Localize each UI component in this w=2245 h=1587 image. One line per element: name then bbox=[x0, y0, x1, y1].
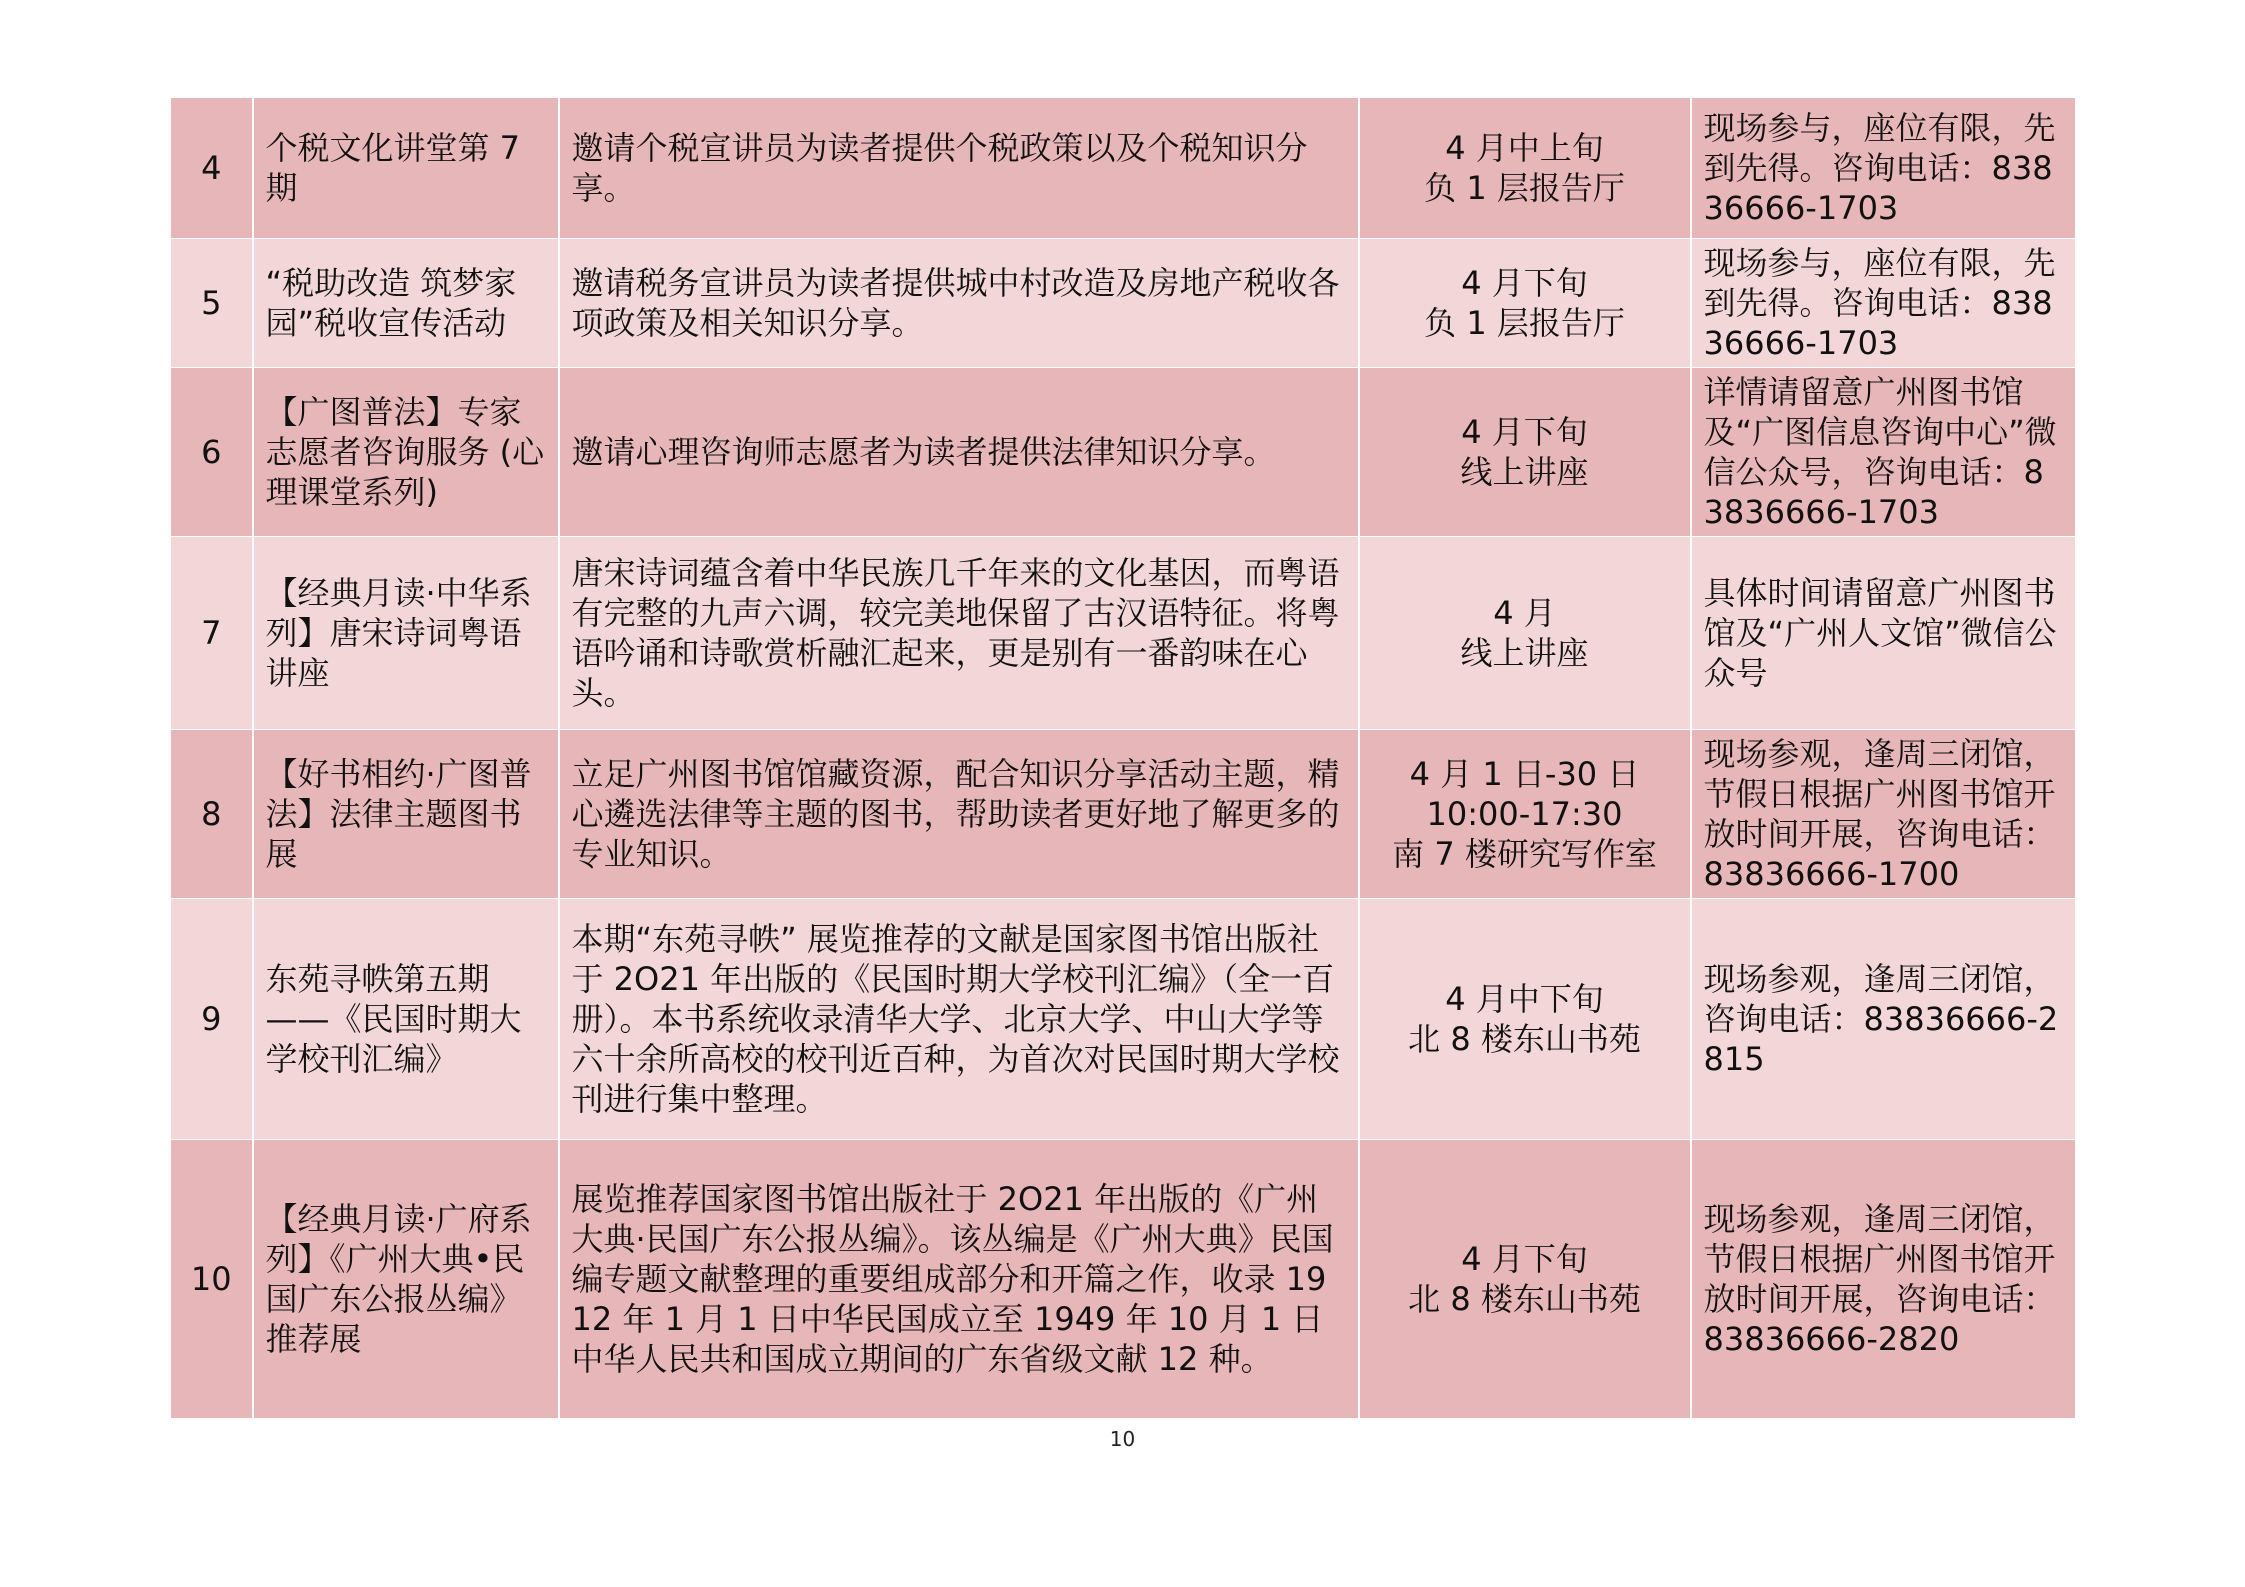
row-number: 4 bbox=[171, 98, 253, 239]
table-row bbox=[171, 537, 2076, 730]
event-time-venue bbox=[1359, 98, 1691, 239]
table-row bbox=[171, 730, 2076, 899]
event-description: 邀请税务宣讲员为读者提供城中村改造及房地产税收各项政策及相关知识分享。 bbox=[559, 239, 1359, 368]
event-time: 4 月下旬 bbox=[1461, 413, 1588, 451]
event-title: “税助改造 筑梦家园”税收宣传活动 bbox=[253, 239, 559, 368]
event-description: 本期“东苑寻帙” 展览推荐的文献是国家图书馆出版社于 2O21 年出版的《民国时期大学校刊汇编》（全一百册）。本书系统收录清华大学、北京大学、中山大学等六十余所高校的校刊近百种，为首次对民国时期大学校刊进行集中整理。 bbox=[559, 899, 1359, 1140]
event-time: 4 月下旬 bbox=[1461, 264, 1588, 302]
event-title: 【经典月读·广府系列】《广州大典•民国广东公报丛编》推荐展 bbox=[253, 1140, 559, 1419]
event-description: 唐宋诗词蕴含着中华民族几千年来的文化基因，而粤语有完整的九声六调，较完美地保留了古汉语特征。将粤语吟诵和诗歌赏析融汇起来，更是别有一番韵味在心头。 bbox=[559, 537, 1359, 730]
event-venue: 北 8 楼东山书苑 bbox=[1408, 1280, 1641, 1318]
page-number: 10 bbox=[1109, 1427, 1136, 1451]
table-row bbox=[171, 239, 2076, 368]
row-number: 8 bbox=[171, 730, 253, 899]
row-number: 5 bbox=[171, 239, 253, 368]
event-title: 个税文化讲堂第 7 期 bbox=[253, 98, 559, 239]
event-venue: 负 1 层报告厅 bbox=[1424, 169, 1625, 207]
event-description: 立足广州图书馆馆藏资源，配合知识分享活动主题，精心遴选法律等主题的图书，帮助读者更好地了解更多的专业知识。 bbox=[559, 730, 1359, 899]
event-hours: 10:00-17:30 bbox=[1426, 795, 1623, 833]
event-time-venue bbox=[1359, 537, 1691, 730]
table-row bbox=[171, 899, 2076, 1140]
event-note: 现场参观，逢周三闭馆，咨询电话：83836666-2815 bbox=[1691, 899, 2076, 1140]
events-table bbox=[170, 97, 2077, 1419]
event-venue: 线上讲座 bbox=[1460, 453, 1589, 491]
event-title: 【好书相约·广图普法】法律主题图书展 bbox=[253, 730, 559, 899]
event-note: 现场参与，座位有限，先到先得。咨询电话：83836666-1703 bbox=[1691, 98, 2076, 239]
event-time: 4 月中上旬 bbox=[1445, 129, 1604, 167]
event-description: 展览推荐国家图书馆出版社于 2O21 年出版的《广州大典·民国广东公报丛编》。该丛编是《广州大典》民国编专题文献整理的重要组成部分和开篇之作，收录 1912 年 1 月 1 日中华民国成立至 1949 年 10 月 1 日中华人民共和国成立期间的广东省级文献 12 种。 bbox=[559, 1140, 1359, 1419]
table-row bbox=[171, 1140, 2076, 1419]
event-description: 邀请心理咨询师志愿者为读者提供法律知识分享。 bbox=[559, 368, 1359, 537]
event-note: 详情请留意广州图书馆及“广图信息咨询中心”微信公众号，咨询电话：83836666-1703 bbox=[1691, 368, 2076, 537]
event-venue: 线上讲座 bbox=[1460, 634, 1589, 672]
event-description: 邀请个税宣讲员为读者提供个税政策以及个税知识分享。 bbox=[559, 98, 1359, 239]
event-title: 【广图普法】专家志愿者咨询服务 (心理课堂系列) bbox=[253, 368, 559, 537]
row-number: 7 bbox=[171, 537, 253, 730]
event-venue: 南 7 楼研究写作室 bbox=[1392, 835, 1657, 873]
event-time-venue bbox=[1359, 239, 1691, 368]
event-time: 4 月下旬 bbox=[1461, 1240, 1588, 1278]
event-note: 现场参与，座位有限，先到先得。咨询电话：83836666-1703 bbox=[1691, 239, 2076, 368]
event-venue: 负 1 层报告厅 bbox=[1424, 304, 1625, 342]
event-time: 4 月 bbox=[1493, 594, 1556, 632]
event-date: 4 月 1 日-30 日 bbox=[1409, 755, 1640, 793]
table-row bbox=[171, 98, 2076, 239]
event-venue: 北 8 楼东山书苑 bbox=[1408, 1020, 1641, 1058]
event-time-venue bbox=[1359, 368, 1691, 537]
event-title: 东苑寻帙第五期——《民国时期大学校刊汇编》 bbox=[253, 899, 559, 1140]
event-time-venue bbox=[1359, 1140, 1691, 1419]
event-note: 现场参观，逢周三闭馆，节假日根据广州图书馆开放时间开展，咨询电话：83836666-2820 bbox=[1691, 1140, 2076, 1419]
event-title: 【经典月读·中华系列】唐宋诗词粤语讲座 bbox=[253, 537, 559, 730]
event-time: 4 月中下旬 bbox=[1445, 980, 1604, 1018]
row-number: 10 bbox=[171, 1140, 253, 1419]
event-time-venue bbox=[1359, 730, 1691, 899]
event-note: 现场参观，逢周三闭馆，节假日根据广州图书馆开放时间开展，咨询电话：83836666-1700 bbox=[1691, 730, 2076, 899]
event-time-venue bbox=[1359, 899, 1691, 1140]
table-row bbox=[171, 368, 2076, 537]
row-number: 9 bbox=[171, 899, 253, 1140]
row-number: 6 bbox=[171, 368, 253, 537]
event-note: 具体时间请留意广州图书馆及“广州人文馆”微信公众号 bbox=[1691, 537, 2076, 730]
